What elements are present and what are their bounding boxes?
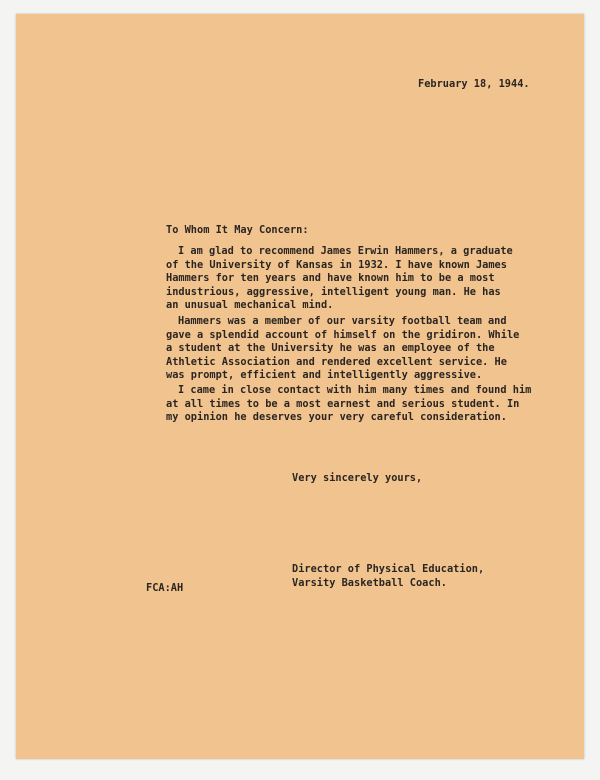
paragraph-line: I am glad to recommend James Erwin Hammers, a graduate — [178, 245, 513, 257]
paragraph-2 — [166, 315, 526, 383]
paragraph-line: an unusual mechanical mind. — [166, 299, 334, 312]
paragraph-3 — [166, 384, 532, 425]
reference-initials: FCA:AH — [146, 582, 184, 594]
paragraph-line: Athletic Association and rendered excellent service. He — [166, 355, 507, 368]
signature-title-line: Varsity Basketball Coach. — [292, 576, 447, 589]
paragraph-line: Hammers for ten years and have known him to be a most — [166, 272, 495, 285]
paragraph-line: was prompt, efficient and intelligently aggressive. — [166, 369, 483, 382]
paragraph-line: gave a splendid account of himself on the gridiron. While — [166, 328, 520, 341]
paragraph-line: I came in close contact with him many times and found him — [178, 384, 532, 396]
paragraph-1 — [166, 245, 526, 313]
signature-title — [292, 563, 484, 590]
salutation: To Whom It May Concern: — [166, 224, 309, 236]
paragraph-line: my opinion he deserves your very careful consideration. — [166, 411, 507, 424]
paragraph-line: at all times to be a most earnest and serious student. In — [166, 397, 520, 410]
paragraph-line: a student at the University he was an employee of the — [166, 342, 495, 355]
letter-page — [16, 14, 584, 759]
letter-date: February 18, 1944. — [418, 78, 530, 90]
closing: Very sincerely yours, — [292, 472, 423, 484]
paragraph-line: Hammers was a member of our varsity football team and — [178, 315, 507, 327]
paragraph-line: industrious, aggressive, intelligent young man. He has — [166, 285, 501, 298]
paragraph-line: of the University of Kansas in 1932. I have known James — [166, 258, 507, 271]
signature-title-line: Director of Physical Education, — [292, 563, 485, 575]
